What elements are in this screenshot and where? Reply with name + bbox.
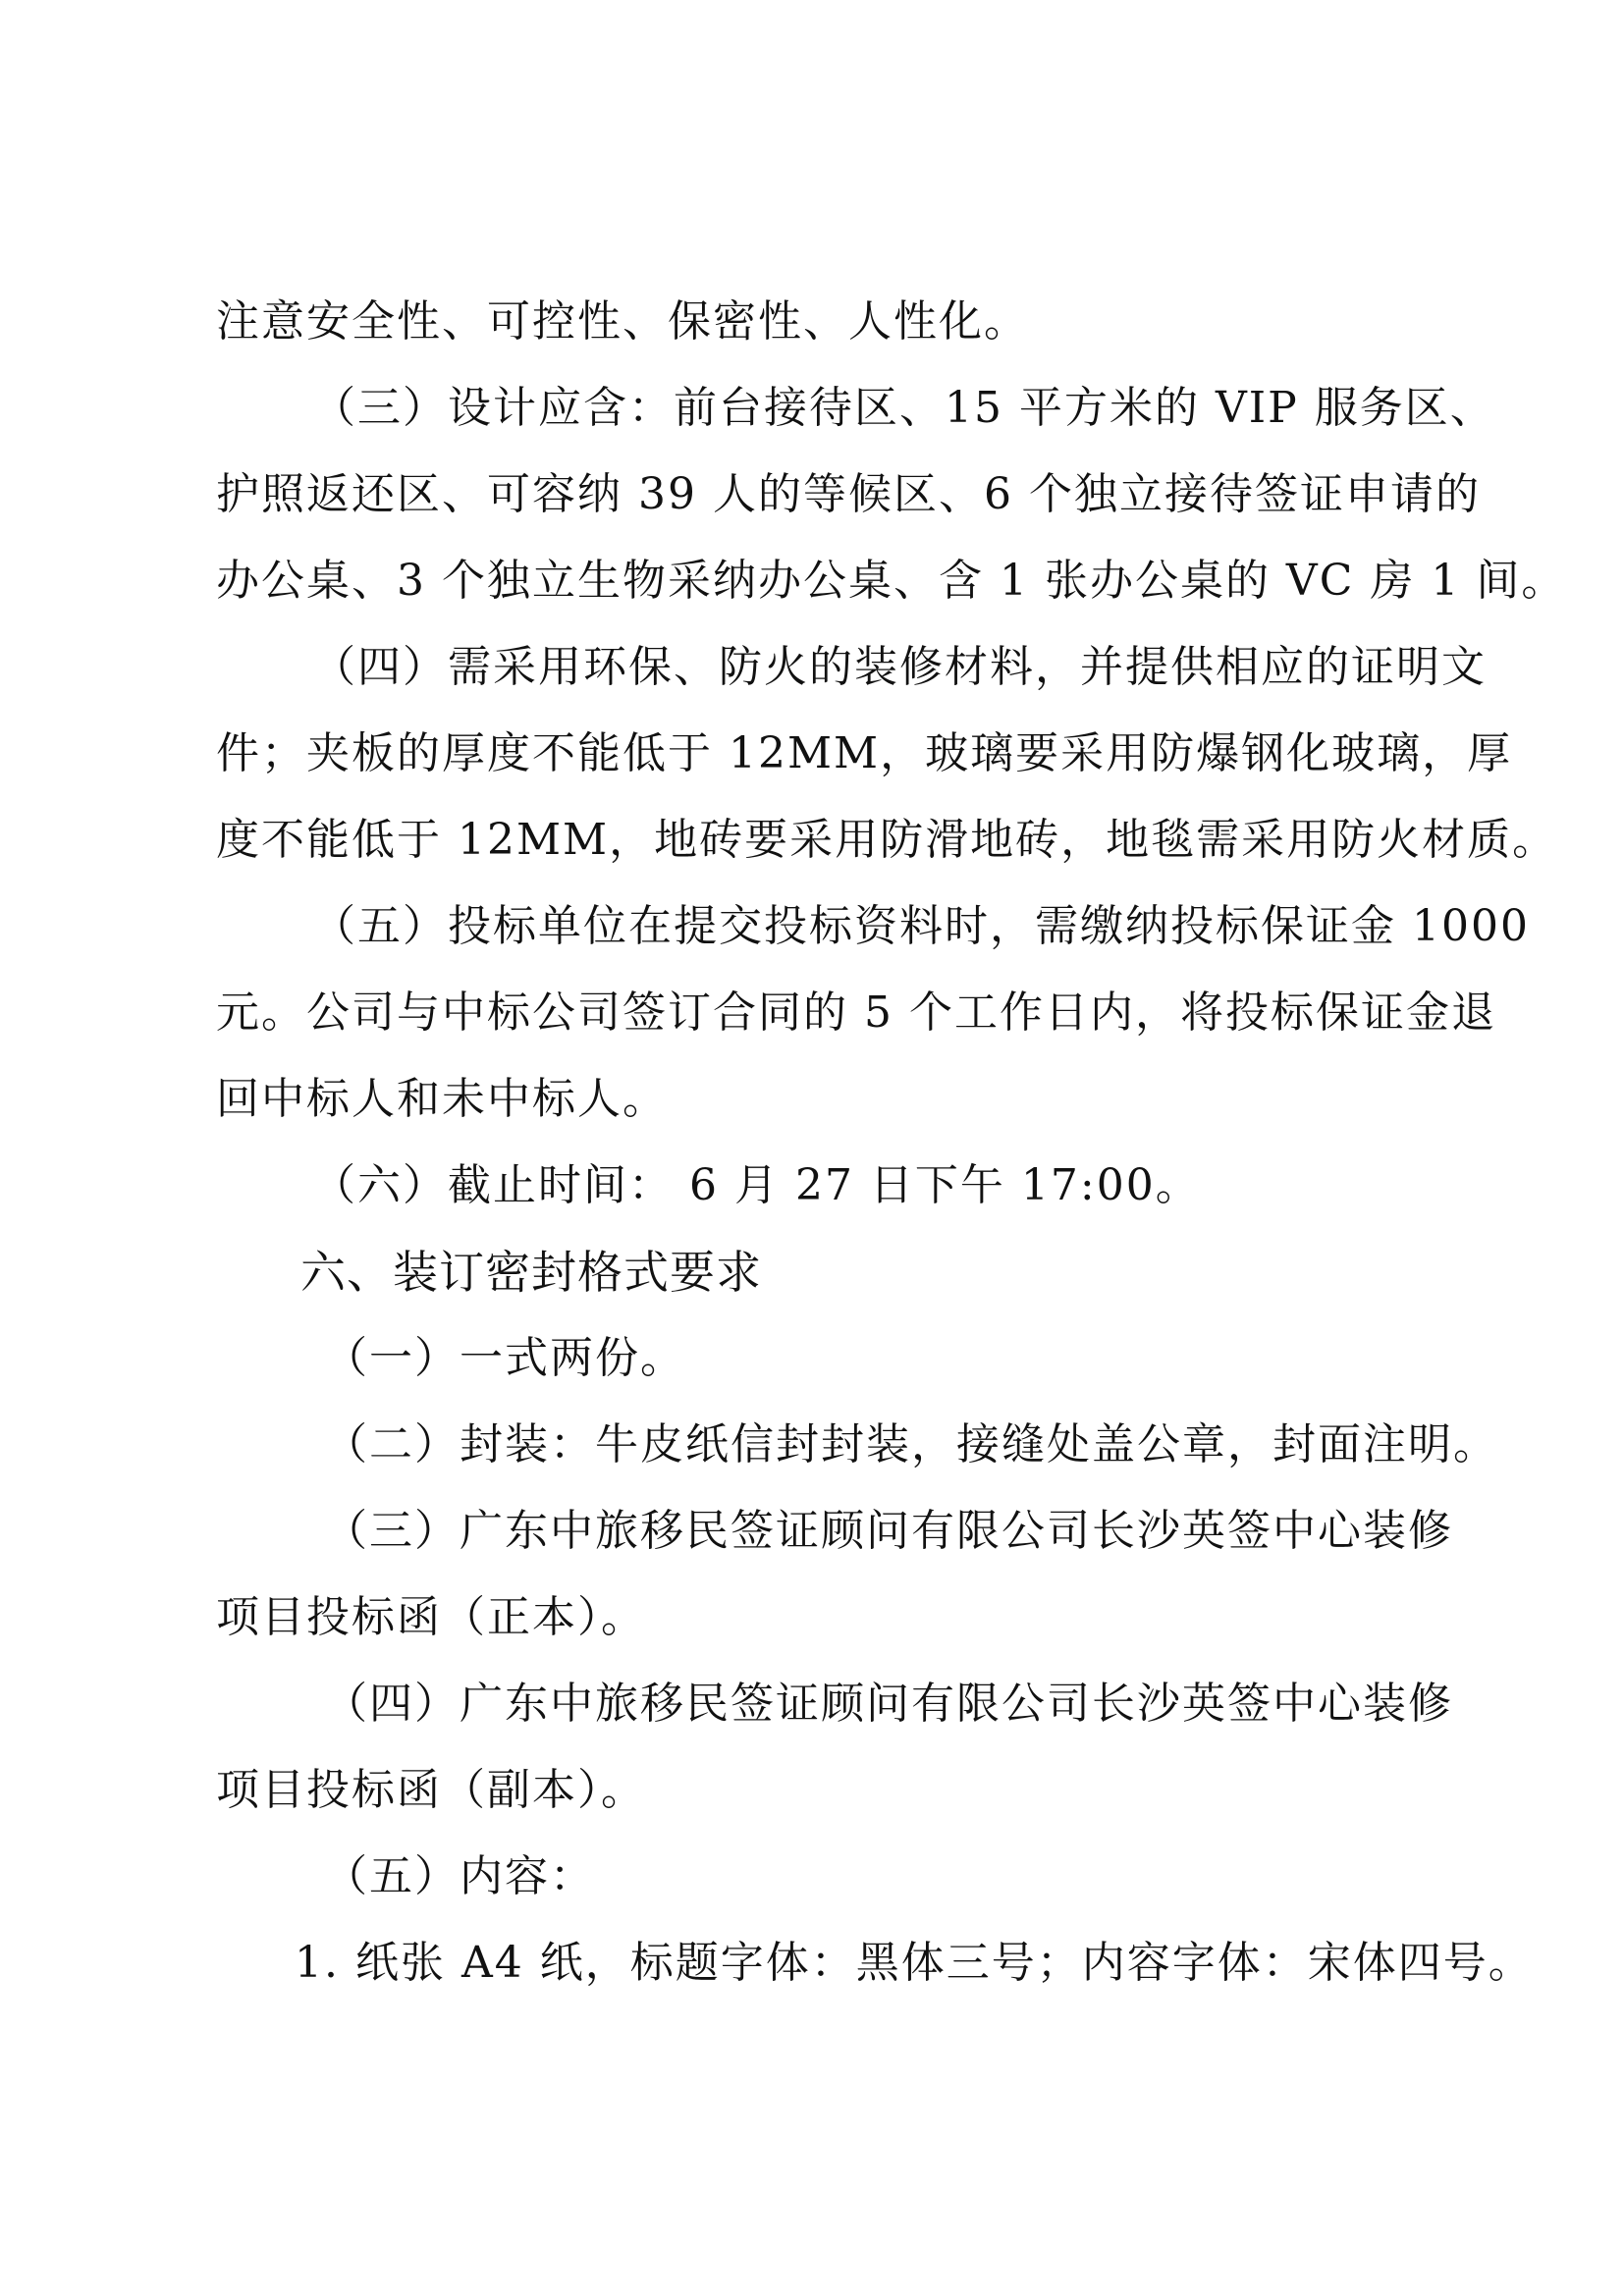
paragraph-line: 元。公司与中标公司签订合同的 5 个工作日内，将投标保证金退 bbox=[216, 988, 1496, 1038]
paragraph-line: （五）投标单位在提交投标资料时，需缴纳投标保证金 1000 bbox=[312, 901, 1530, 951]
paragraph-line: （四）需采用环保、防火的装修材料，并提供相应的证明文 bbox=[312, 642, 1487, 692]
paragraph-line: 项目投标函（副本）。 bbox=[216, 1765, 646, 1815]
paragraph-line: （一）一式两份。 bbox=[324, 1333, 685, 1383]
paragraph-line: 回中标人和未中标人。 bbox=[216, 1074, 668, 1124]
list-item: 1. 纸张 A4 纸，标题字体：黑体三号；内容字体：宋体四号。 bbox=[295, 1938, 1534, 1988]
paragraph-line: 护照返还区、可容纳 39 人的等候区、6 个独立接待签证申请的 bbox=[216, 469, 1481, 519]
paragraph-line: （六）截止时间： 6 月 27 日下午 17:00。 bbox=[312, 1160, 1201, 1210]
paragraph-line: 项目投标函（正本）。 bbox=[216, 1592, 646, 1642]
section-heading: 六、装订密封格式要求 bbox=[300, 1246, 762, 1299]
paragraph-line: 办公桌、3 个独立生物采纳办公桌、含 1 张办公桌的 VC 房 1 间。 bbox=[216, 556, 1567, 606]
paragraph-line: 件；夹板的厚度不能低于 12MM，玻璃要采用防爆钢化玻璃，厚 bbox=[216, 728, 1513, 778]
paragraph-line: 注意安全性、可控性、保密性、人性化。 bbox=[216, 296, 1029, 347]
paragraph-line: （三）广东中旅移民签证顾问有限公司长沙英签中心装修 bbox=[324, 1506, 1453, 1556]
paragraph-line: （三）设计应含：前台接待区、15 平方米的 VIP 服务区、 bbox=[312, 383, 1495, 433]
paragraph-line: （四）广东中旅移民签证顾问有限公司长沙英签中心装修 bbox=[324, 1679, 1453, 1729]
paragraph-line: （二）封装：牛皮纸信封封装，接缝处盖公章，封面注明。 bbox=[324, 1419, 1498, 1469]
paragraph-line: 度不能低于 12MM，地砖要采用防滑地砖，地毯需采用防火材质。 bbox=[216, 815, 1558, 865]
paragraph-line: （五）内容： bbox=[324, 1851, 595, 1901]
